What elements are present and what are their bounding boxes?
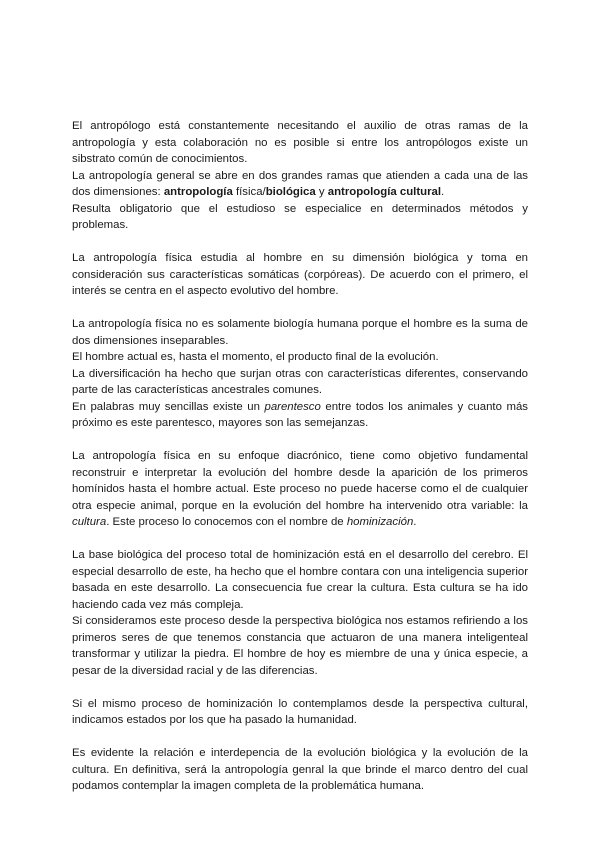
document-page	[72, 118, 528, 795]
paragraph	[72, 745, 528, 795]
paragraph	[72, 250, 528, 300]
text-segment: física/	[232, 186, 266, 198]
text-segment: La antropología física estudia al hombre en su dimensión biológica y toma en consideración sus características somáticas (corpóreas). De acuerdo con el primero, el interés se centra en el aspecto evolutivo del hombre.	[72, 252, 528, 297]
bold-term: antropología	[163, 186, 233, 198]
paragraph	[72, 448, 528, 531]
text-segment: La base biológica del proceso total de hominización está en el desarrollo del cerebro. El especial desarrollo de este, ha hecho que el hombre contara con una inteligencia superior basada en este desarrollo. La consecuencia fue crear la cultura. Esta cultura se ha ido haciendo cada vez más compleja.	[72, 549, 528, 611]
text-segment: En palabras muy sencillas existe un	[72, 400, 265, 413]
bold-term: antropología cultural	[327, 186, 442, 198]
paragraph-gap	[72, 432, 528, 449]
paragraph-gap	[72, 234, 528, 251]
paragraph	[72, 547, 528, 613]
text-segment: .	[413, 516, 417, 528]
italic-term: cultura	[72, 516, 107, 528]
text-segment: La antropología física en su enfoque diacrónico, tiene como objetivo fundamental reconstruir e interpretar la evolución del hombre desde la aparición de los primeros homínidos hasta el hombre actual. Este proceso no puede hacerse como el de cualquier otra especie animal, porque en la evolución del hombre ha intervenido otra variable: la	[72, 450, 528, 512]
text-segment: y	[315, 186, 328, 198]
text-segment: La diversificación ha hecho que surjan otras con características diferentes, conservando parte de las características ancestrales comunes.	[72, 367, 528, 396]
italic-term: hominización	[346, 516, 414, 528]
paragraph	[72, 366, 528, 399]
paragraph	[72, 118, 528, 168]
paragraph	[72, 316, 528, 349]
paragraph	[72, 201, 528, 234]
paragraph-gap	[72, 531, 528, 548]
paragraph-gap	[72, 679, 528, 696]
text-segment: .	[441, 186, 445, 198]
text-segment: Es evidente la relación e interdepencia de la evolución biológica y la evolución de la cultura. En definitiva, será la antropología genral la que brinde el marco dentro del cual podamos contemplar la imagen completa de la problemática humana.	[72, 747, 528, 792]
paragraph-gap	[72, 729, 528, 746]
text-segment: Resulta obligatorio que el estudioso se especialice en determinados métodos y problemas.	[72, 202, 528, 231]
text-segment: La antropología general se abre en dos grandes ramas que atienden a cada una de las dos dimensiones:	[72, 169, 528, 198]
text-segment: La antropología física no es solamente biología humana porque el hombre es la suma de dos dimensiones inseparables.	[72, 318, 528, 347]
bold-term: biológica	[265, 186, 316, 198]
paragraph	[72, 696, 528, 729]
text-segment: entre todos los animales y cuanto más próximo es este parentesco, mayores son las semejanzas.	[72, 400, 528, 429]
text-segment: El hombre actual es, hasta el momento, el producto final de la evolución.	[72, 351, 439, 363]
paragraph	[72, 613, 528, 679]
text-segment: El antropólogo está constantemente necesitando el auxilio de otras ramas de la antropología y esta colaboración no es posible si entre los antropólogos existe un sibstrato común de conocimientos.	[72, 120, 528, 165]
paragraph	[72, 168, 528, 201]
italic-term: parentesco	[264, 400, 321, 413]
text-segment: . Este proceso lo conocemos con el nombre de	[106, 516, 347, 528]
paragraph-gap	[72, 300, 528, 317]
paragraph	[72, 399, 528, 432]
paragraph	[72, 349, 528, 366]
text-segment: Si el mismo proceso de hominización lo contemplamos desde la perspectiva cultural, indicamos estados por los que ha pasado la humanidad.	[72, 697, 528, 726]
text-segment: Si consideramos este proceso desde la perspectiva biológica nos estamos refiriendo a los primeros seres de que tenemos constancia que actuaron de una manera inteligenteal transformar y utilizar la piedra. El hombre de hoy es miembre de una y única especie, a pesar de la diversidad racial y de las diferencias.	[72, 615, 528, 677]
